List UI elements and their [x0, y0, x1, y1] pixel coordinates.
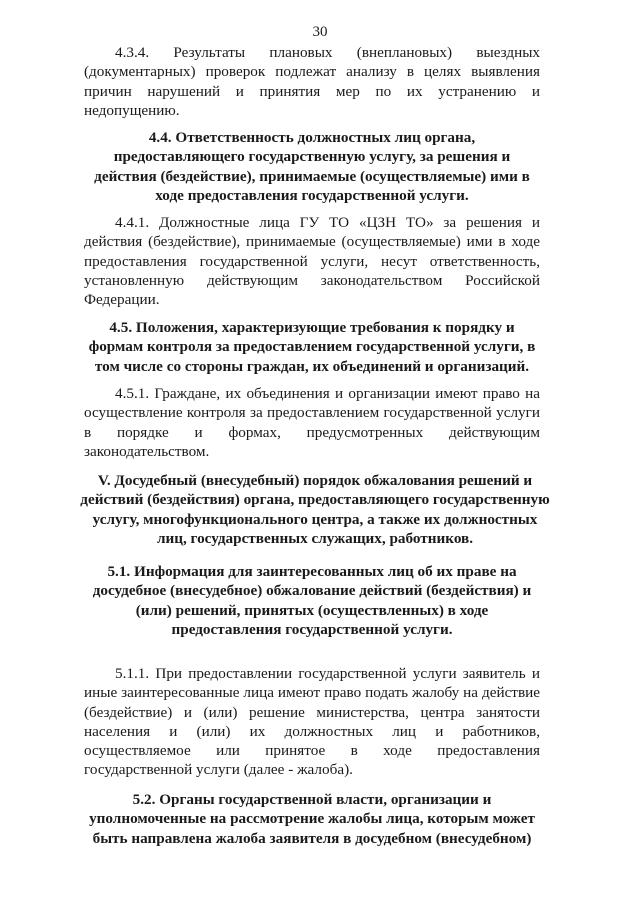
heading-4-4: 4.4. Ответственность должностных лиц органа, предоставляющего государственную услугу, за решения и действия (бездействие), принимаемые (осуществляемые) ими в ходе предоставления государственной услуги.: [94, 129, 530, 204]
heading-4-5: 4.5. Положения, характеризующие требования к порядку и формам контроля за предоставлением государственной услуги, в том числе со стороны граждан, их объединений и организаций.: [88, 319, 536, 375]
heading-5-1: 5.1. Информация для заинтересованных лиц об их праве на досудебное (внесудебное) обжалование действий (бездействия) и (или) решений, принятых (осуществленных) в ходе предоставления государственной услуги.: [92, 563, 532, 638]
paragraph-4-5-1: 4.5.1. Граждане, их объединения и организации имеют право на осуществление контроля за предоставлением государственной услуги в порядке и формах, предусмотренных действующим законодательством.: [84, 385, 540, 460]
paragraph-4-4-1: 4.4.1. Должностные лица ГУ ТО «ЦЗН ТО» за решения и действия (бездействие), принимаемые (осуществляемые) ими в ходе предоставления государственной услуги, несут ответственность, установленную действующим законодательством Российской Федерации.: [84, 214, 540, 309]
paragraph-5-1-1: 5.1.1. При предоставлении государственной услуги заявитель и иные заинтересованные лица имеют право подать жалобу на действие (бездействие) и (или) решение министерства, центра занятости населения и (или) их должностных лиц и работников, осуществляемое или принятое в ходе предоставления государственной услуги (далее - жалоба).: [84, 665, 540, 779]
paragraph-4-3-4: 4.3.4. Результаты плановых (внеплановых) выездных (документарных) проверок подлежат анализу в целях выявления причин нарушений и принятия мер по их устранению и недопущению.: [84, 44, 540, 119]
heading-section-v: V. Досудебный (внесудебный) порядок обжалования решений и действий (бездействия) органа, предоставляющего государственную услугу, многофункционального центра, а также их должностных лиц, государственных служащих, работников.: [80, 472, 550, 547]
heading-5-2: 5.2. Органы государственной власти, организации и уполномоченные на рассмотрение жалобы лица, которым может быть направлена жалоба заявителя в досудебном (внесудебном): [89, 791, 535, 847]
page-number: 30: [312, 24, 328, 40]
